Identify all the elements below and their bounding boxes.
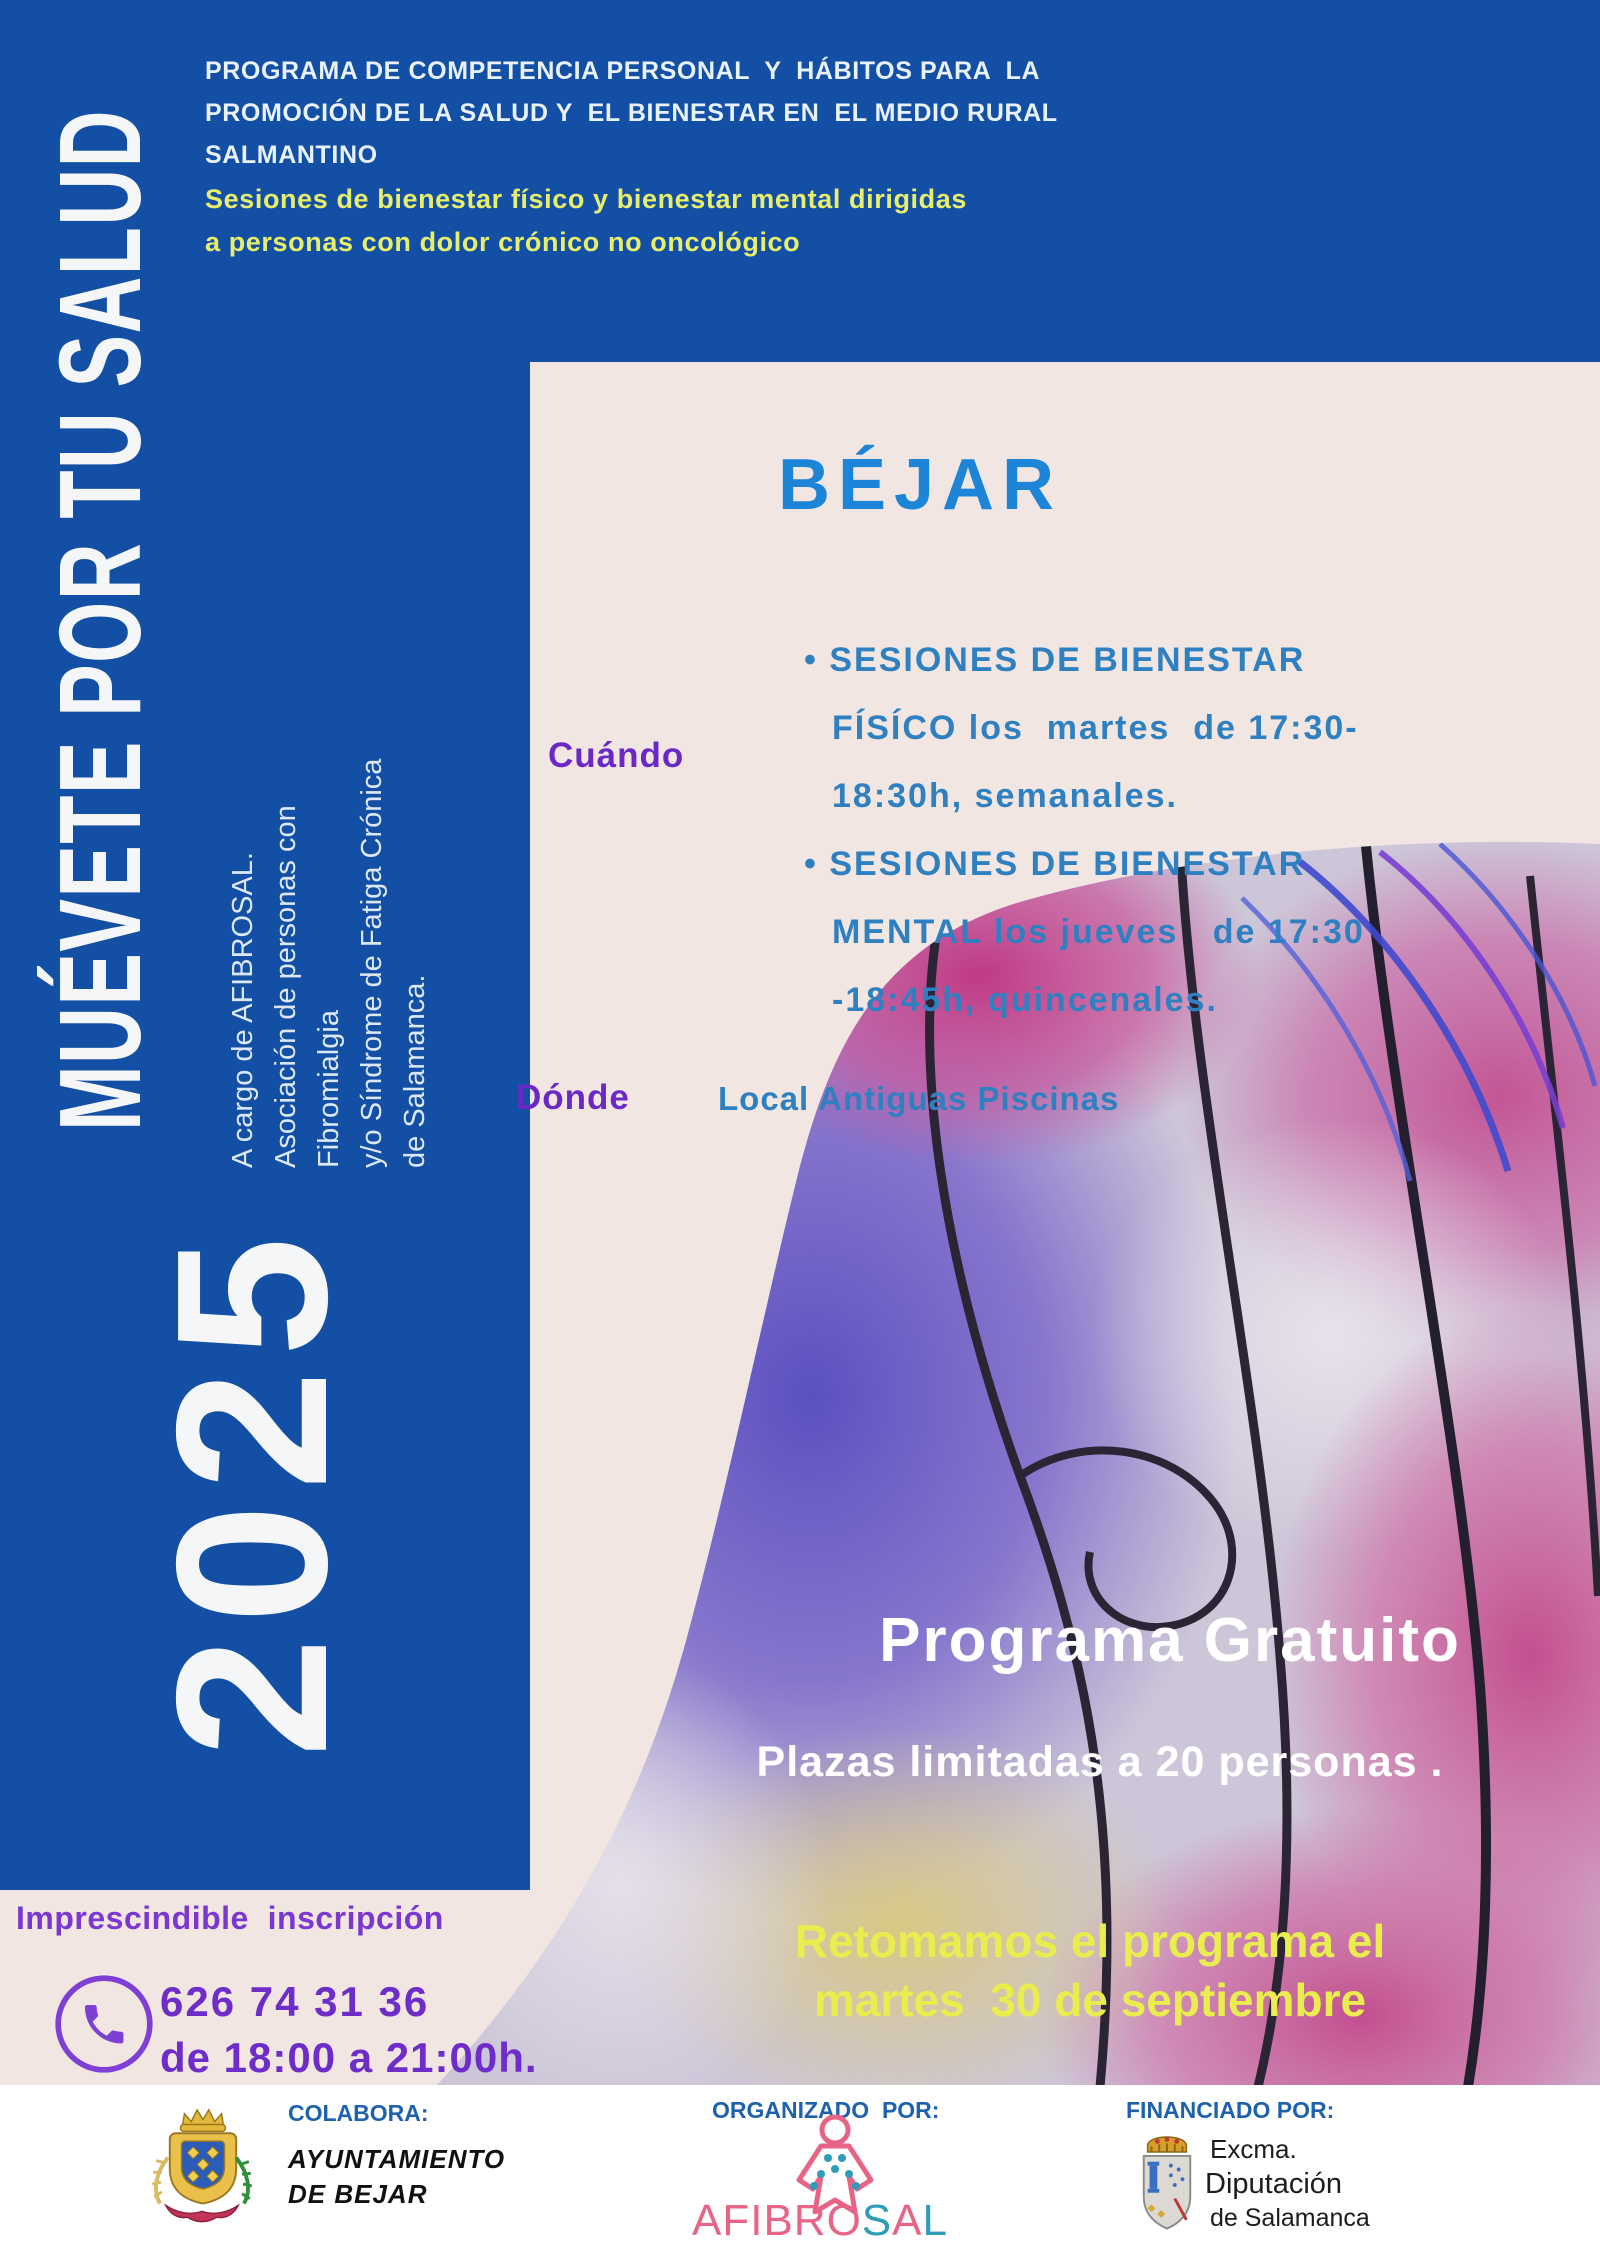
where-label: Dónde <box>516 1078 630 1117</box>
program-title-line: PROMOCIÓN DE LA SALUD Y EL BIENESTAR EN EL MEDIO RURAL <box>205 99 1058 127</box>
free-program-text: Programa Gratuito <box>879 1606 1461 1675</box>
phone-hours: de 18:00 a 21:00h. <box>160 2034 538 2081</box>
wordmark-part: AFIBRO <box>692 2196 862 2245</box>
city-crest-icon <box>138 2104 266 2226</box>
where-value: Local Antiguas Piscinas <box>718 1080 1120 1117</box>
session-item-line: -18:45h, quincenales. <box>832 981 1218 1019</box>
when-label: Cuándo <box>548 736 685 775</box>
program-title-line: SALMANTINO <box>205 141 378 169</box>
poster-title-vertical: MUÉVETE POR TU SALUD <box>35 108 165 1132</box>
credit-line: A cargo de AFIBROSAL. <box>227 852 259 1168</box>
program-title-line: PROGRAMA DE COMPETENCIA PERSONAL Y HÁBITOS PARA LA <box>205 57 1041 85</box>
session-item-line: FÍSÍCO los martes de 17:30- <box>832 709 1359 747</box>
colabora-name-line: AYUNTAMIENTO <box>288 2144 506 2174</box>
colabora-label: COLABORA: <box>288 2100 429 2126</box>
financia-label: FINANCIADO POR: <box>1126 2097 1335 2123</box>
when-items <box>804 640 1564 1020</box>
subtitle-line: Sesiones de bienestar físico y bienestar mental dirigidas <box>205 184 967 214</box>
colabora-name-line: DE BEJAR <box>288 2179 428 2209</box>
watercolor-artwork <box>380 836 1600 2087</box>
province-shield-icon <box>1136 2130 1198 2238</box>
restart-text <box>690 1912 1490 2030</box>
organiza-wordmark <box>690 2196 950 2246</box>
organiza-label: ORGANIZADO POR: <box>712 2097 940 2123</box>
subtitle-line: a personas con dolor crónico no oncológico <box>205 227 801 257</box>
restart-line: martes 30 de septiembre <box>813 1974 1367 2026</box>
phone-number: 626 74 31 36 <box>160 1978 430 2025</box>
session-item-line: MENTAL los jueves de 17:30 <box>832 913 1365 951</box>
session-item-line: • SESIONES DE BIENESTAR <box>804 845 1306 883</box>
wordmark-part: A <box>892 2196 923 2245</box>
wordmark-part: L <box>922 2196 948 2245</box>
credit-line: y/o Síndrome de Fatiga Crónica <box>356 758 388 1168</box>
session-item-line: 18:30h, semanales. <box>832 777 1178 815</box>
capacity-text: Plazas limitadas a 20 personas . <box>756 1738 1444 1786</box>
watercolor-art-icon <box>380 836 1600 2087</box>
credit-line: de Salamanca. <box>399 974 431 1168</box>
credit-line: Asociación de personas con <box>270 805 302 1168</box>
session-item-line: • SESIONES DE BIENESTAR <box>804 641 1306 679</box>
credit-line: Fibromialgia <box>313 1010 345 1168</box>
financia-line: Excma. <box>1210 2134 1297 2164</box>
financia-line: de Salamanca <box>1210 2204 1370 2232</box>
poster-year-vertical: 2025 <box>131 1222 372 1758</box>
restart-line: Retomamos el programa el <box>794 1915 1386 1967</box>
colabora-name <box>288 2142 505 2212</box>
phone-icon <box>48 1968 160 2080</box>
financia-line: Diputación <box>1205 2168 1343 2200</box>
organizer-credit-vertical <box>222 548 438 1168</box>
wordmark-part: S <box>861 2196 893 2245</box>
enrollment-note: Imprescindible inscripción <box>16 1900 444 1936</box>
city-title: BÉJAR <box>777 445 1063 525</box>
